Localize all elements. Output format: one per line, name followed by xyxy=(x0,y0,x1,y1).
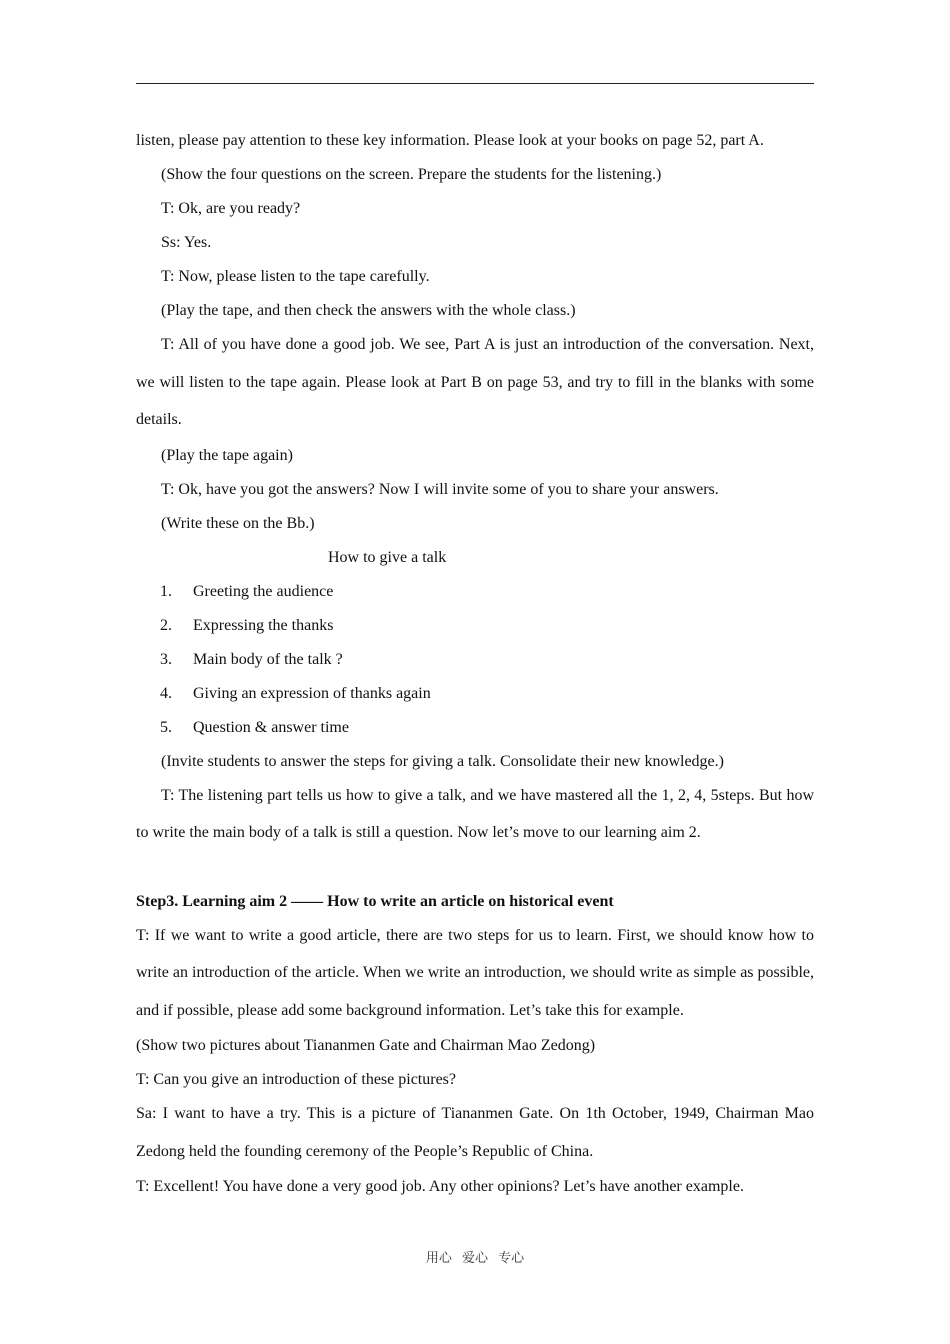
list-number: 5. xyxy=(160,718,172,736)
text-line: (Show two pictures about Tiananmen Gate and Chairman Mao Zedong) xyxy=(136,1037,596,1054)
paragraph: Sa: I want to have a try. This is a picture of Tiananmen Gate. On 1th October, 1949, Chairman Mao Zedong held the founding ceremony of the People’s Republic of China. xyxy=(136,1105,814,1160)
spacer xyxy=(136,851,814,885)
dialogue-line: T: Ok, have you got the answers? Now I will invite some of you to share your answers. xyxy=(161,480,719,498)
header-rule xyxy=(136,83,814,84)
list-item xyxy=(136,711,814,745)
list-text: Giving an expression of thanks again xyxy=(193,684,431,702)
list-text: Expressing the thanks xyxy=(193,616,334,634)
paragraph: T: If we want to write a good article, there are two steps for us to learn. First, we should know how to write an introduction of the article. When we write an introduction, we should write as simple as possible, and if possible, please add some background information. Let’s take this for example. xyxy=(136,926,814,1019)
list-number: 2. xyxy=(160,616,172,634)
text-line: (Show the four questions on the screen. Prepare the students for the listening.) xyxy=(161,166,662,183)
text-line: listen, please pay attention to these key information. Please look at your books on page 52, part A. xyxy=(136,132,764,149)
paragraph: T: All of you have done a good job. We see, Part A is just an introduction of the conversation. Next, we will listen to the tape again. Please look at Part B on page 53, and try to fill in the blanks with some details. xyxy=(136,336,814,428)
list-title: How to give a talk xyxy=(328,548,447,566)
paragraph: T: The listening part tells us how to give a talk, and we have mastered all the 1, 2, 4, 5steps. But how to write the main body of a talk is still a question. Now let’s move to our learning aim 2. xyxy=(136,786,814,841)
list-item xyxy=(136,677,814,711)
list-item xyxy=(136,575,814,609)
list-item xyxy=(136,609,814,643)
list-number: 1. xyxy=(160,582,172,600)
list-number: 3. xyxy=(160,650,172,668)
section-heading: Step3. Learning aim 2 —— How to write an article on historical event xyxy=(136,892,614,910)
list-item xyxy=(136,643,814,677)
page-content xyxy=(136,124,814,1204)
dialogue-line: T: Now, please listen to the tape carefully. xyxy=(161,268,430,285)
list-text: Greeting the audience xyxy=(193,582,334,600)
text-line: (Write these on the Bb.) xyxy=(161,514,315,532)
text-line: (Invite students to answer the steps for giving a talk. Consolidate their new knowledge.) xyxy=(161,752,724,770)
dialogue-line: T: Can you give an introduction of these pictures? xyxy=(136,1071,457,1088)
dialogue-line: Ss: Yes. xyxy=(161,234,212,251)
text-line: (Play the tape, and then check the answers with the whole class.) xyxy=(161,302,576,319)
dialogue-line: T: Ok, are you ready? xyxy=(161,200,301,217)
list-text: Main body of the talk ? xyxy=(193,650,343,668)
dialogue-line: T: Excellent! You have done a very good job. Any other opinions? Let’s have another example. xyxy=(136,1178,744,1195)
list-number: 4. xyxy=(160,684,172,702)
list-text: Question & answer time xyxy=(193,718,349,736)
page-footer: 用心 爱心 专心 xyxy=(425,1251,525,1266)
text-line: (Play the tape again) xyxy=(161,446,293,464)
